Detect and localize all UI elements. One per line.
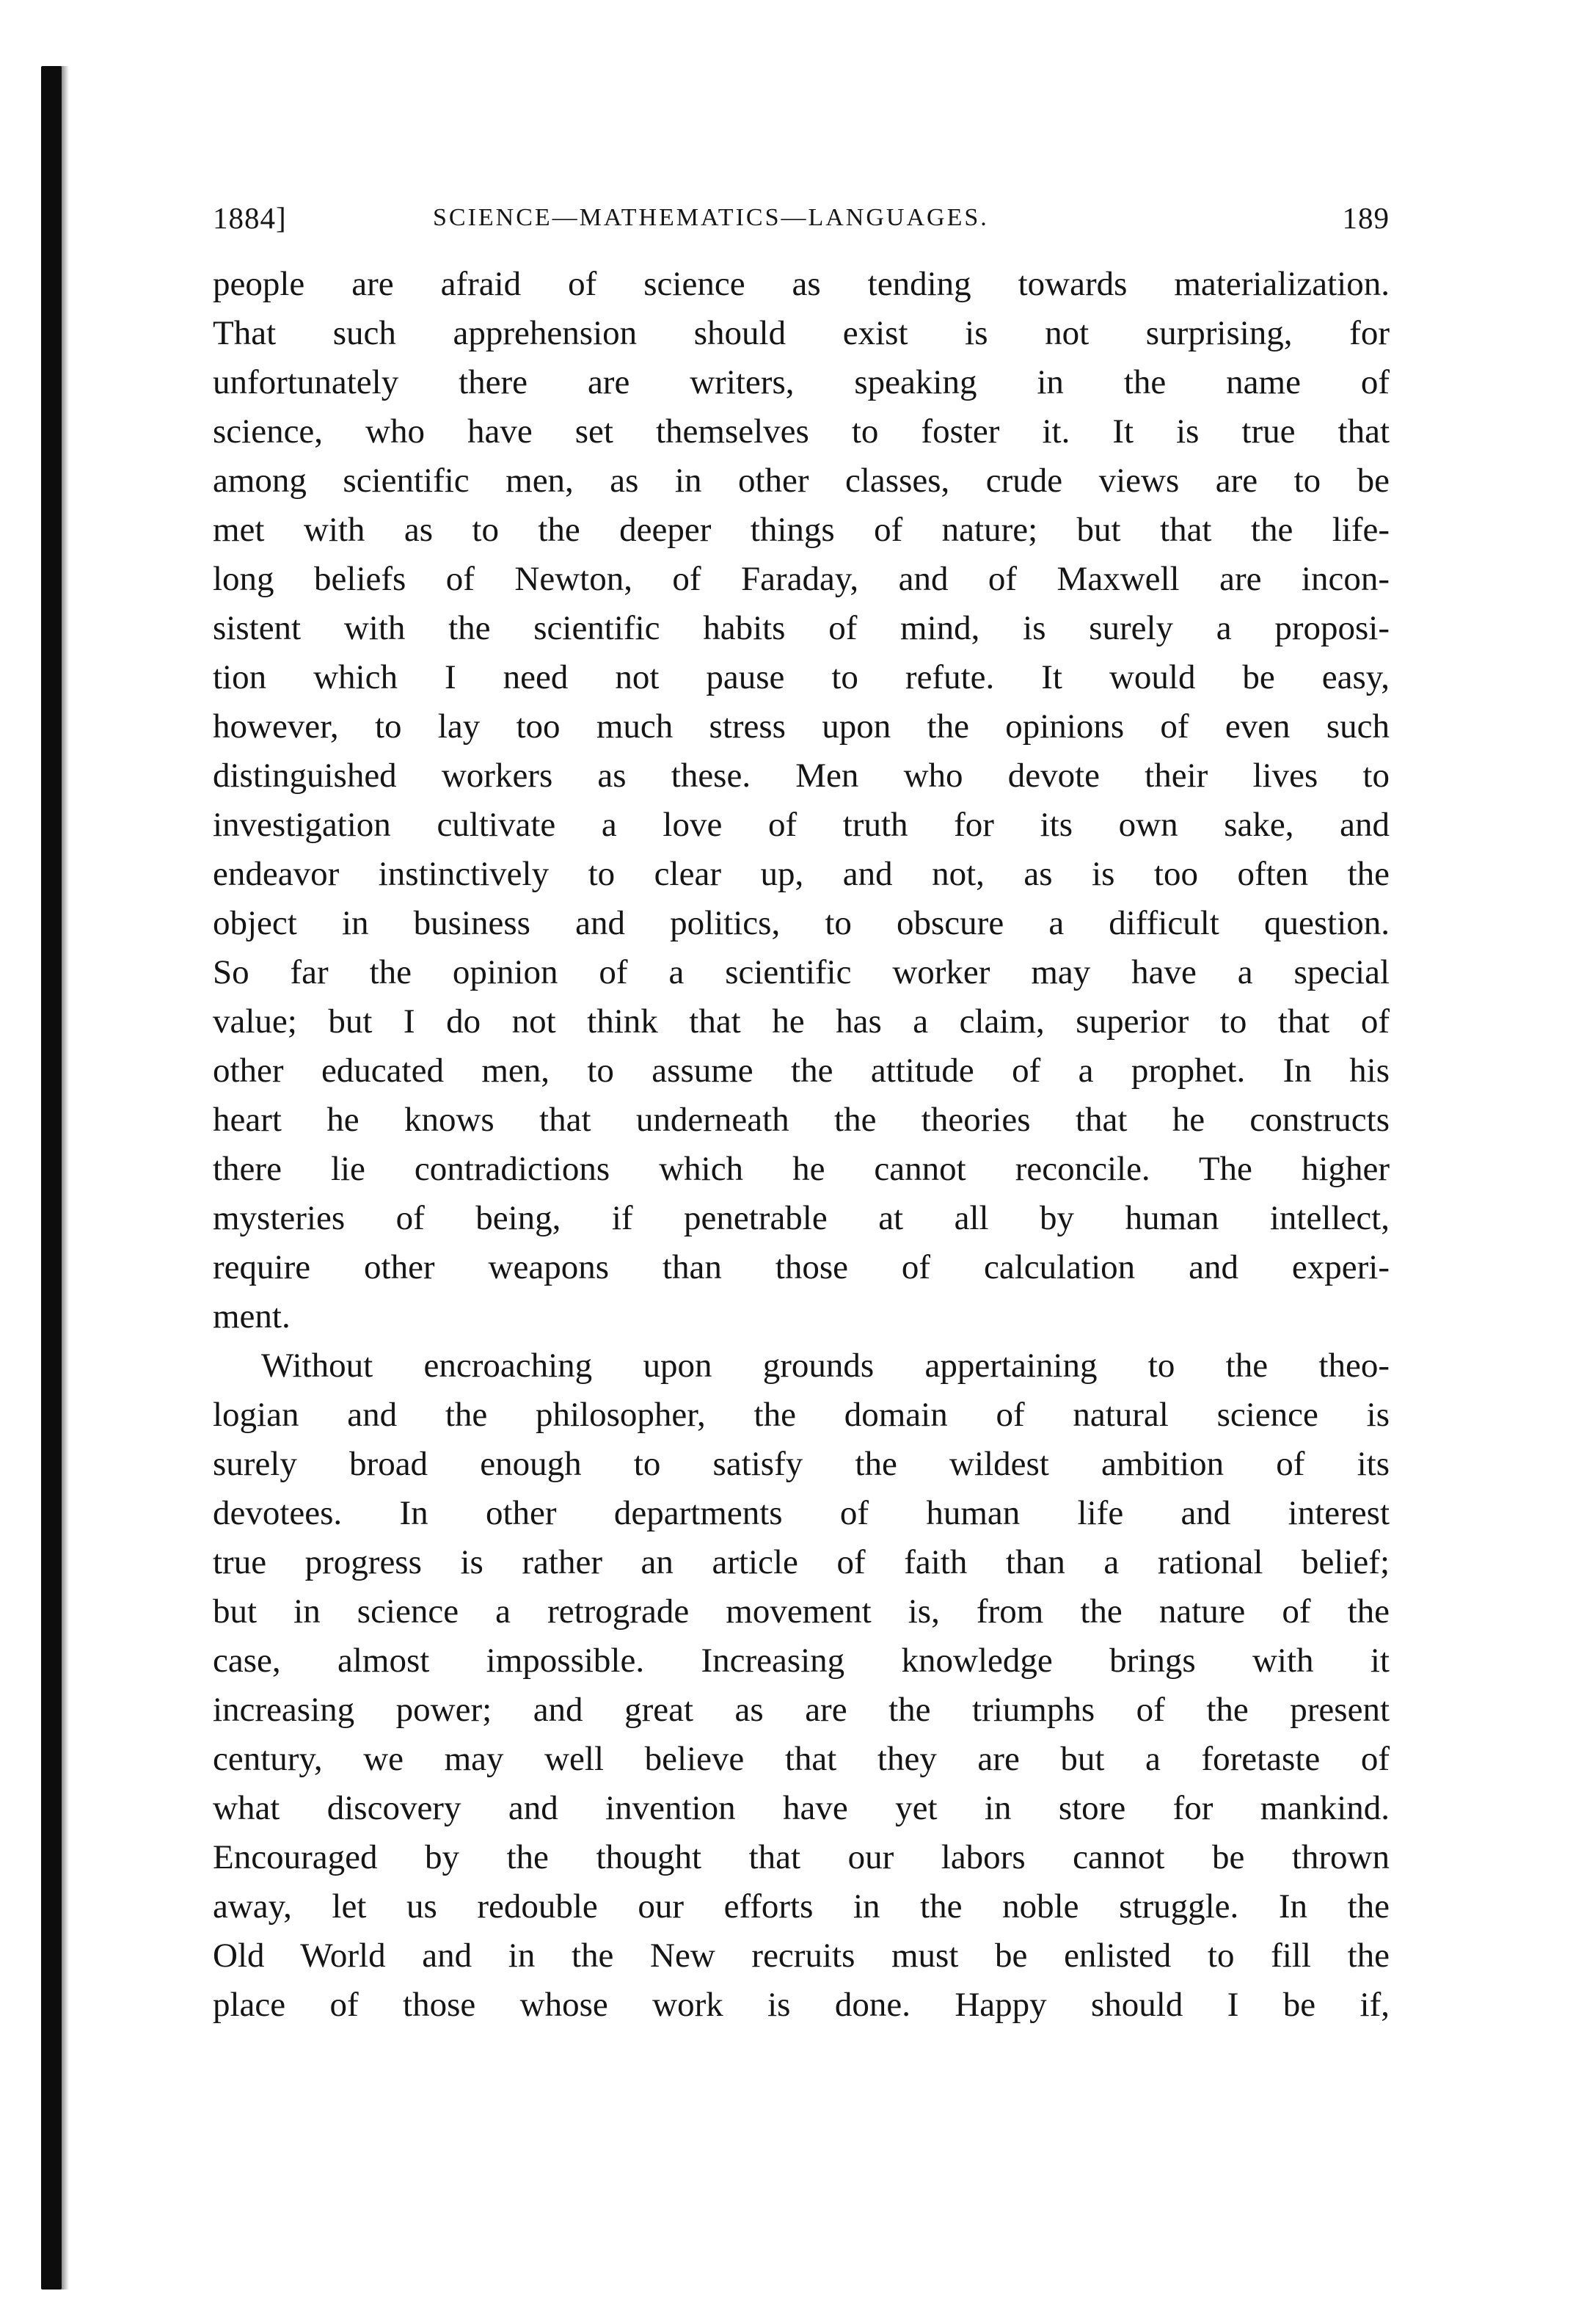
text-line: long beliefs of Newton, of Faraday, and of Maxwell are incon- [213,560,1390,598]
text-line: mysteries of being, if penetrable at all by human intellect, [213,1199,1390,1237]
text-line: investigation cultivate a love of truth for its own sake, and [213,806,1390,844]
body-text [213,260,1390,2030]
text-line: away, let us redouble our efforts in the noble struggle. In the [213,1887,1390,1926]
text-line: That such apprehension should exist is not surprising, for [213,314,1390,352]
text-line: century, we may well believe that they are but a foretaste of [213,1740,1390,1778]
text-line: among scientific men, as in other classes, crude views are to be [213,462,1390,500]
text-line: distinguished workers as these. Men who devote their lives to [213,757,1390,795]
text-line: true progress is rather an article of faith than a rational belief; [213,1543,1390,1581]
paragraph-2 [213,1341,1390,2030]
text-line: however, to lay too much stress upon the opinions of even such [213,707,1390,746]
text-line: unfortunately there are writers, speaking in the name of [213,363,1390,401]
text-line: value; but I do not think that he has a claim, superior to that of [213,1002,1390,1041]
running-head [213,192,1390,244]
text-line: science, who have set themselves to foster it. It is true that [213,412,1390,451]
text-line: surely broad enough to satisfy the wildest ambition of its [213,1445,1390,1483]
text-line: but in science a retrograde movement is, from the nature of the [213,1592,1390,1631]
text-line: require other weapons than those of calculation and experi- [213,1248,1390,1286]
text-line: sistent with the scientific habits of mind, is surely a proposi- [213,609,1390,647]
text-line: what discovery and invention have yet in store for mankind. [213,1789,1390,1827]
running-head-year: 1884] [213,201,287,235]
text-line: So far the opinion of a scientific worker may have a special [213,953,1390,991]
text-line: case, almost impossible. Increasing knowledge brings with it [213,1642,1390,1680]
text-line: other educated men, to assume the attitude of a prophet. In his [213,1052,1390,1090]
paragraph-1 [213,260,1390,1341]
text-line: place of those whose work is done. Happy should I be if, [213,1986,1390,2024]
text-line: ment. [213,1297,291,1336]
page-binding-edge [41,66,62,2290]
text-line: met with as to the deeper things of nature; but that the life- [213,511,1390,549]
running-head-title: SCIENCE—MATHEMATICS—LANGUAGES. [433,204,989,231]
page-number: 189 [1342,201,1390,235]
text-line: object in business and politics, to obscure a difficult question. [213,904,1390,942]
text-line: Encouraged by the thought that our labors cannot be thrown [213,1838,1390,1876]
text-line: there lie contradictions which he cannot reconcile. The higher [213,1150,1390,1188]
text-line: devotees. In other departments of human life and interest [213,1494,1390,1532]
text-line: Without encroaching upon grounds appertaining to the theo- [261,1347,1390,1385]
text-line: logian and the philosopher, the domain of natural science is [213,1396,1390,1434]
text-line: endeavor instinctively to clear up, and not, as is too often the [213,855,1390,893]
text-line: people are afraid of science as tending towards materialization. [213,265,1390,303]
text-line: Old World and in the New recruits must be enlisted to fill the [213,1937,1390,1975]
text-line: tion which I need not pause to refute. It would be easy, [213,658,1390,696]
text-line: increasing power; and great as are the triumphs of the present [213,1691,1390,1729]
text-line: heart he knows that underneath the theories that he constructs [213,1101,1390,1139]
